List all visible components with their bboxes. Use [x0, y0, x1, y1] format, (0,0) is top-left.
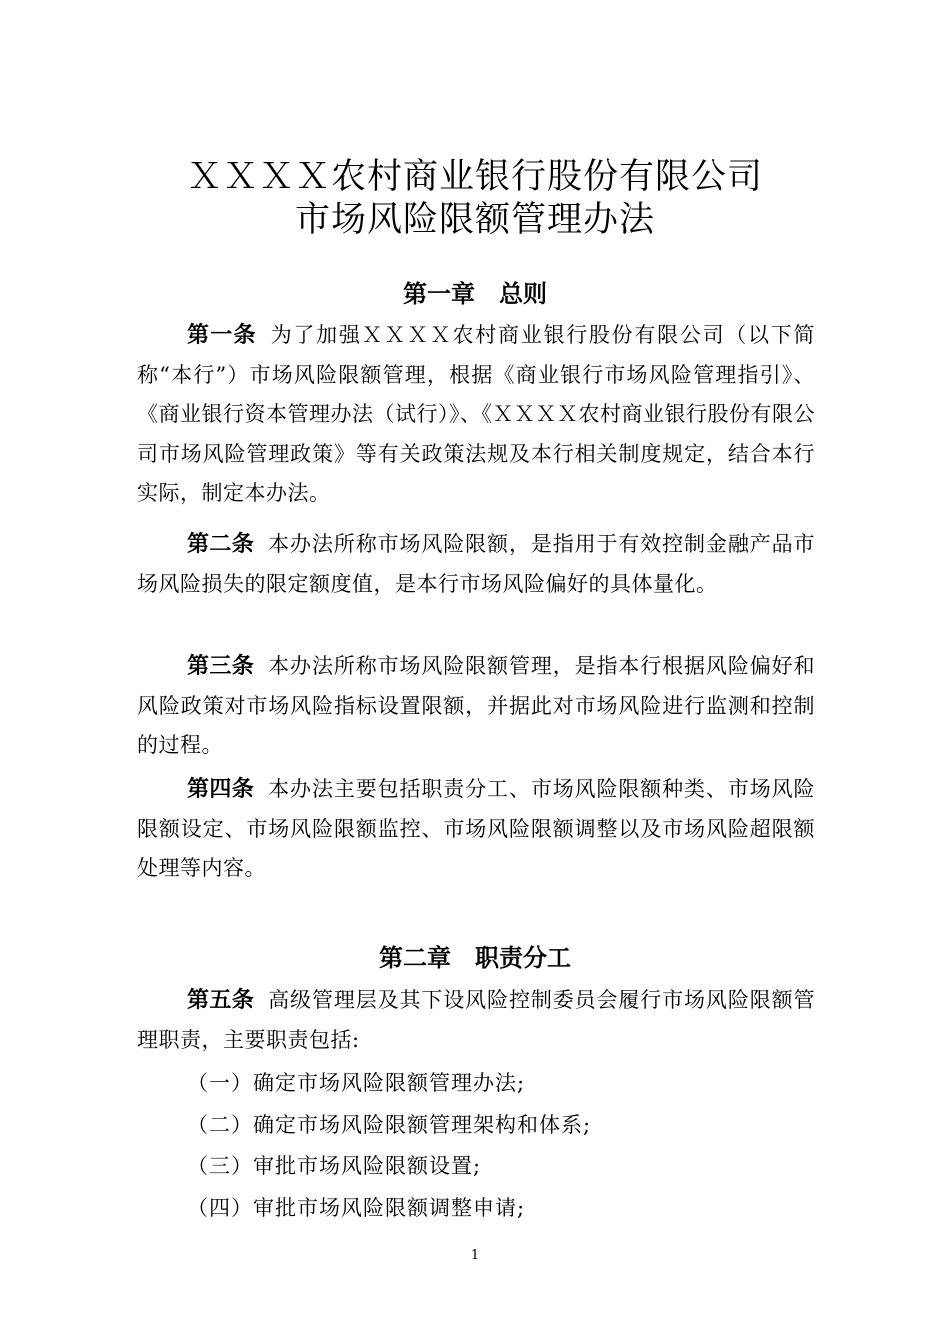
document-title-line-1: ＸＸＸＸ农村商业银行股份有限公司 — [186, 157, 763, 197]
article-1-text: 为了加强ＸＸＸＸ农村商业银行股份有限公司（以下简称“本行”）市场风险限额管理，根据《商业银行市场风险管理指引》、《商业银行资本管理办法（试行）》、《ＸＸＸＸ农村商业银行股份有限公司市场风险管理政策》等有关政策法规及本行相关制度规定，结合本行实际，制定本办法。 — [137, 323, 815, 506]
duty-item-3: （三）审批市场风险限额设置; — [187, 1154, 482, 1178]
page-number: 1 — [470, 1248, 480, 1263]
article-3-text: 本办法所称市场风险限额管理，是指本行根据风险偏好和风险政策对市场风险指标设置限额，并据此对市场风险进行监测和控制的过程。 — [137, 654, 815, 758]
article-4-number: 第四条 — [187, 777, 255, 802]
article-5-number: 第五条 — [187, 988, 255, 1013]
article-2-text: 本办法所称市场风险限额，是指用于有效控制金融产品市场风险损失的限定额度值，是本行市场风险偏好的具体量化。 — [137, 532, 815, 596]
article-1 — [137, 316, 815, 514]
chapter-1-heading: 第一章 总则 — [403, 280, 547, 308]
article-4-text: 本办法主要包括职责分工、市场风险限额种类、市场风险限额设定、市场风险限额监控、市场风险限额调整以及市场风险超限额处理等内容。 — [137, 777, 815, 881]
article-1-number: 第一条 — [187, 323, 257, 348]
article-3 — [137, 647, 815, 766]
article-5 — [137, 981, 815, 1060]
article-3-number: 第三条 — [187, 654, 255, 679]
article-4 — [137, 770, 815, 889]
article-2-number: 第二条 — [187, 532, 255, 557]
article-5-text: 高级管理层及其下设风险控制委员会履行市场风险限额管理职责，主要职责包括: — [137, 988, 815, 1052]
chapter-2-heading: 第二章 职责分工 — [379, 944, 571, 972]
document-title-line-2: 市场风险限额管理办法 — [294, 200, 655, 240]
duty-item-1: （一）确定市场风险限额管理办法; — [187, 1071, 526, 1095]
article-2 — [137, 525, 815, 604]
duty-item-4: （四）审批市场风险限额调整申请; — [187, 1196, 526, 1220]
duty-item-2: （二）确定市场风险限额管理架构和体系; — [187, 1113, 592, 1137]
